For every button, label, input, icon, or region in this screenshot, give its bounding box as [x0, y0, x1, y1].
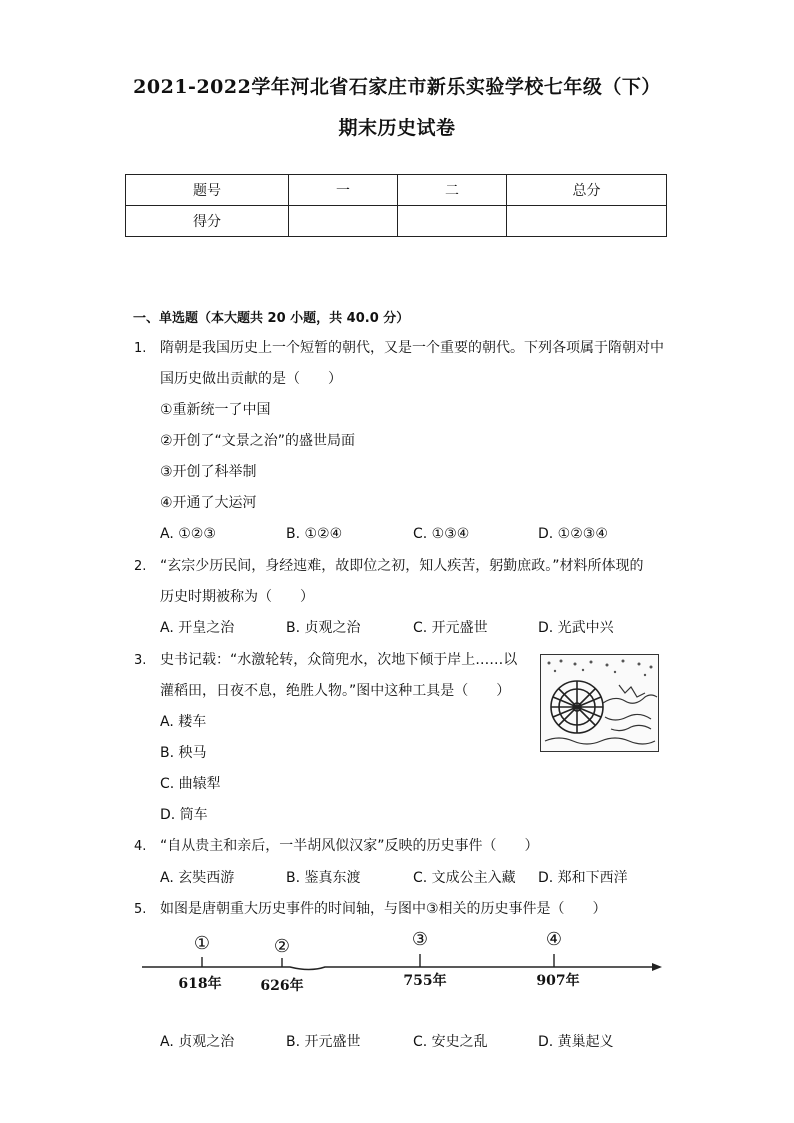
option-a[interactable]: A. 玄奘西游: [160, 870, 235, 886]
option-d[interactable]: D. 光武中兴: [538, 620, 614, 636]
score-table: [125, 174, 667, 237]
paper-title-line1: 2021-2022学年河北省石家庄市新乐实验学校七年级（下）: [133, 76, 661, 98]
tang-timeline: [140, 924, 665, 999]
section-heading: 一、单选题（本大题共 20 小题，共 40.0 分）: [133, 311, 410, 326]
timeline-year: 618年: [178, 976, 222, 992]
paper-title-line2: 期末历史试卷: [338, 117, 456, 139]
statement-item: ④开通了大运河: [160, 495, 257, 511]
timeline-mark: ③: [411, 929, 429, 950]
score-cell: 总分: [507, 175, 667, 206]
option-a[interactable]: A. 贞观之治: [160, 1034, 235, 1050]
question-number: 3.: [134, 653, 147, 668]
question-stem: 国历史做出贡献的是（ ）: [160, 371, 342, 387]
option-b[interactable]: B. 开元盛世: [286, 1034, 361, 1050]
option-d[interactable]: D. 黄巢起义: [538, 1034, 614, 1050]
option-b[interactable]: B. 鉴真东渡: [286, 870, 361, 886]
question-stem: 如图是唐朝重大历史事件的时间轴，与图中③相关的历史事件是（ ）: [160, 901, 607, 917]
option-d[interactable]: D. ①②③④: [538, 526, 608, 542]
option-c[interactable]: C. 曲辕犁: [160, 776, 221, 792]
score-cell: [289, 206, 398, 237]
score-cell: 二: [398, 175, 507, 206]
option-c[interactable]: C. 安史之乱: [413, 1034, 488, 1050]
statement-item: ②开创了“文景之治”的盛世局面: [160, 433, 356, 449]
option-a[interactable]: A. 耧车: [160, 714, 207, 730]
question-stem: 灌稻田，日夜不息，绝胜人物。”图中这种工具是（ ）: [160, 683, 511, 699]
option-c[interactable]: C. 开元盛世: [413, 620, 488, 636]
question-stem: 隋朝是我国历史上一个短暂的朝代，又是一个重要的朝代。下列各项属于隋朝对中: [160, 340, 664, 356]
question-number: 1.: [134, 341, 147, 356]
question-number: 2.: [134, 559, 147, 574]
option-d[interactable]: D. 郑和下西洋: [538, 870, 628, 886]
option-b[interactable]: B. 秧马: [160, 745, 207, 761]
question-number: 4.: [134, 839, 147, 854]
option-b[interactable]: B. 贞观之治: [286, 620, 361, 636]
score-cell: 得分: [126, 206, 289, 237]
score-table-score-row: [126, 206, 667, 237]
question-number: 5.: [134, 902, 147, 917]
timeline-mark: ①: [193, 933, 211, 954]
score-cell: [398, 206, 507, 237]
timeline-year: 907年: [536, 973, 580, 989]
option-c[interactable]: C. 文成公主入藏: [413, 870, 516, 886]
statement-item: ①重新统一了中国: [160, 402, 271, 418]
score-cell: [507, 206, 667, 237]
water-wheel-illustration: [541, 655, 658, 751]
question-stem: 史书记载：“水激轮转，众筒兜水，次地下倾于岸上……以: [160, 652, 518, 668]
question-stem: “自从贵主和亲后，一半胡风似汉家”反映的历史事件（ ）: [160, 838, 539, 854]
water-wheel-figure: [540, 654, 659, 752]
score-cell: 题号: [126, 175, 289, 206]
timeline-axis: [142, 967, 652, 970]
question-stem: “玄宗少历民间，身经迍难，故即位之初，知人疾苦，躬勤庶政。”材料所体现的: [160, 558, 644, 574]
option-a[interactable]: A. ①②③: [160, 526, 216, 542]
option-a[interactable]: A. 开皇之治: [160, 620, 235, 636]
timeline-mark: ②: [273, 936, 291, 957]
statement-item: ③开创了科举制: [160, 464, 257, 480]
option-d[interactable]: D. 筒车: [160, 807, 208, 823]
timeline-arrow: [652, 963, 662, 971]
score-table-header-row: [126, 175, 667, 206]
option-c[interactable]: C. ①③④: [413, 526, 470, 542]
timeline-year: 755年: [403, 973, 447, 989]
timeline-mark: ④: [545, 929, 563, 950]
timeline-year: 626年: [260, 978, 304, 994]
option-b[interactable]: B. ①②④: [286, 526, 343, 542]
score-cell: 一: [289, 175, 398, 206]
question-stem: 历史时期被称为（ ）: [160, 589, 314, 605]
